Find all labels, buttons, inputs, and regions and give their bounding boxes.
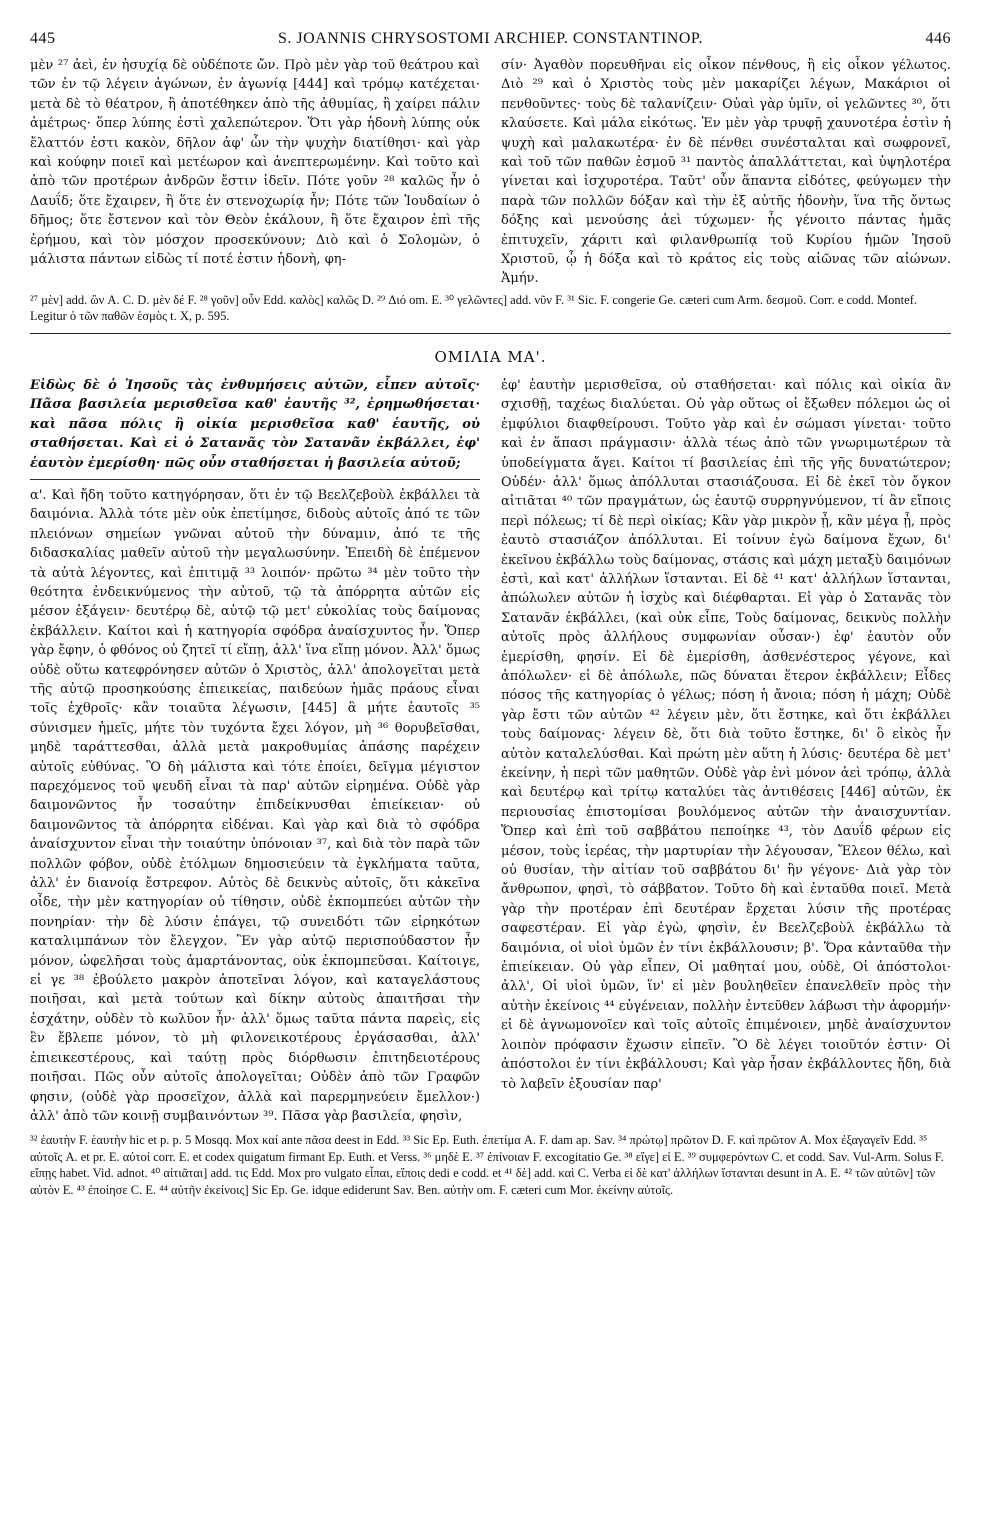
running-title: S. JOANNIS CHRYSOSTOMI ARCHIEP. CONSTANTINOP.	[278, 30, 703, 47]
top-left-column	[30, 56, 480, 289]
page-number-left: 445	[30, 30, 56, 47]
top-left-text: μὲν ²⁷ ἀεὶ, ἐν ἡσυχίᾳ δὲ οὐδέποτε ὤν. Πρὸ μὲν γὰρ τοῦ θεάτρου καὶ τῶν ἐν τῷ λέγειν ἀγώνων, ἐν ἀγωνίᾳ [444] καὶ τρόμῳ κατέχεται· μετὰ δὲ τὸ θέατρον, ἢ ἀποτέθηκεν ἀπὸ τῆς ἀθυμίας, ἢ χαίρει πάλιν ἀμέτρως· ὅπερ λύπης ἐστὶ χαλεπώτερον. Ὅτι γὰρ ἡδονὴ λύπης οὐκ ἔλαττόν ἐστι κακὸν, δῆλον ἀφ' ὧν τὴν ψυχὴν διατίθησι· καὶ γὰρ καὶ κούφην ποιεῖ καὶ μετέωρον καὶ ἀνεπτερωμένην. Καὶ τοῦτο καὶ ἀπὸ τῶν προτέρων ἀνδρῶν ἔστιν ἰδεῖν. Πότε γοῦν ²⁸ καλῶς ἦν ὁ Δαυΐδ; ὅτε ἔχαιρεν, ἢ ὅτε ἐν στενοχωρίᾳ ἦν; Πότε τῶν Ἰουδαίων ὁ δῆμος; ὅτε ἔστενον καὶ τὸν Θεὸν ἐκάλουν, ἢ ὅτε ἔχαιρον ἐπὶ τῆς ἐρήμου, καὶ τὸν μόσχον προσεκύνουν; Διὸ καὶ ὁ Σολομὼν, ὁ μάλιστα πάντων εἰδὼς τί ποτέ ἐστιν ἡδονὴ, φη-	[30, 58, 480, 268]
running-header	[30, 30, 951, 56]
lead-divider	[30, 479, 480, 480]
body-right-column	[501, 376, 951, 1126]
lead-scripture: Εἰδὼς δὲ ὁ Ἰησοῦς τὰς ἐνθυμήσεις αὐτῶν, εἶπεν αὐτοῖς· Πᾶσα βασιλεία μερισθεῖσα καθ' ἑαυτῆς ³², ἐρημωθήσεται· καὶ πᾶσα πόλις ἢ οἰκία μερισθεῖσα καθ' ἑαυτῆς, οὐ σταθήσεται. Καὶ εἰ ὁ Σατανᾶς τὸν Σατανᾶν ἐκβάλλει, ἐφ' ἑαυτὸν ἐμερίσθη· πῶς οὖν σταθήσεται ἡ βασιλεία αὐτοῦ;	[30, 377, 480, 471]
top-footnotes: ²⁷ μὲν] add. ὢν A. C. D. μὲν δέ F. ²⁸ γοῦν] οὖν Edd. καλὸς] καλῶς D. ²⁹ Διό om. E. ³⁰ γελῶντες] add. νῦν F. ³¹ Sic. F. congerie Ge. cæteri cum Arm. δεσμοῦ. Corr. e codd. Montef. Legitur ὁ τῶν παθῶν ἑσμὸς t. X, p. 595.	[30, 292, 917, 323]
body-columns	[30, 376, 951, 1126]
top-columns	[30, 56, 951, 289]
body-footnotes: ³² ἑαυτὴν F. ἑαυτὴν hic et p. p. 5 Mosqq. Mox καί ante πᾶσα deest in Edd. ³³ Sic Ep. Euth. ἐπετίμα A. F. dam ap. Sav. ³⁴ πρώτῳ] πρῶτον D. F. καὶ πρῶτον A. Mox ἐξαγαγεῖν Edd. ³⁵ αὐτοῖς A. et pr. E. αὐτοί corr. E. et codex quigatum firmant Ep. Euth. et Verss. ³⁶ μηδὲ E. ³⁷ ἐπίνοιαν F. excogitatio Ge. ³⁸ εἴγε] εἰ E. ³⁹ συμφερόντων C. et codd. Sav. Vul-Arm. Solus F. εἴπῃς habet. Vid. adnot. ⁴⁰ αἰτιᾶται] add. τις Edd. Mox pro vulgato εἶπαι, εἴποις dedi e codd. et ⁴¹ δὲ] add. καὶ C. Verba εἰ δὲ κατ' ἀλλήλων ἵστανται desunt in A. E. ⁴² τῶν αὐτῶν] τῶν αὐτὸν E. ⁴³ ἐποίησε C. E. ⁴⁴ αὐτῆν ἐκείνοις] Sic Ep. Ge. idque ediderunt Sav. Ben. αὐτὴν om. F. cæteri cum Mor. ἐκείνην αὐτοῖς.	[30, 1133, 944, 1197]
top-right-column	[501, 56, 951, 289]
body-right-text: ἐφ' ἑαυτὴν μερισθεῖσα, οὐ σταθήσεται· καὶ πόλις καὶ οἰκία ἂν σχισθῇ, ταχέως διαλύεται. Οὐ γὰρ οὕτως οἱ ἔξωθεν πόλεμοι ὡς οἱ ἐμφύλιοι διαφθείρουσι. Τοῦτο γὰρ καὶ ἐν σώμασι γίνεται· τοῦτο καὶ ἐν ἅπασι πράγμασιν· ἀλλὰ τέως ἀπὸ τῶν γνωριμωτέρων τὰ ὑποδείγματα ἄγει. Καίτοι τί βασιλείας ἐπὶ τῆς γῆς δυνατώτερον; Οὐδέν· ἀλλ' ὅμως ἀπόλλυται στασιάζουσα. Εἰ δὲ ἐκεῖ τὸν ὄγκον αἰτιᾶται ⁴⁰ τῶν πραγμάτων, ὡς ἑαυτῷ συρρηγνύμενον, τί ἂν εἴποις περὶ πόλεως; τί δὲ περὶ οἰκίας; Κἂν γὰρ μικρὸν ᾖ, κἂν μέγα ᾖ, πρὸς ἑαυτὸ στασιάζον ἀπόλλυται. Εἰ τοίνυν ἐγὼ δαίμονα ἔχων, δι' ἐκεῖνου ἐκβάλλω τοὺς δαίμονας, στάσις καὶ μάχη μεταξὺ δαιμόνων ἐστὶ, καὶ κατ' ἀλλήλων ἵστανται. Εἰ δὲ ⁴¹ κατ' ἀλλήλων ἵστανται, ἀπώλωλεν αὐτῶν ἡ ἰσχὺς καὶ διέφθαρται. Εἰ γὰρ ὁ Σατανᾶς τὸν Σατανᾶν ἐκβάλλει, (καὶ οὐκ εἶπε, Τοὺς δαίμονας, δεικνὺς πολλὴν αὐτοῖς πρὸς ἀλλήλους συμφωνίαν οὖσαν·) ἐφ' ἑαυτὸν οὖν ἐμερίσθη, φησίν. Εἰ δὲ ἐμερίσθη, ἀσθενέστερος γέγονε, καὶ ἀπόλωλεν· εἰ δὲ ἀπόλωλε, πῶς δύναται ἕτερον ἐκβάλλειν; Εἶδες πόσος τῆς κατηγορίας ὁ γέλως; πόση ἡ ἄνοια; πόση ἡ μάχη; Οὐδὲ γὰρ ἔστι τῶν αὐτῶν ⁴² λέγειν μὲν, ὅτι ἔστηκε, καὶ ὅτι ἐκβάλλει τοὺς δαίμονας· λέγειν δὲ, ὅτι διὰ τοῦτο ἕστηκε, δι' ὃ εἰκὸς ἦν αὐτὸν καταλελύσθαι. Καὶ πρώτη μὲν αὕτη ἡ λύσις· δευτέρα δὲ μετ' ἐκείνην, ἡ περὶ τῶν μαθητῶν. Οὐδὲ γὰρ ἑνὶ μόνον ἀεὶ τρόπῳ, ἀλλὰ καὶ δευτέρῳ καὶ τρίτῳ καταλύει τὰς ἀντιθέσεις [446] αὐτῶν, ἐκ περιουσίας ἐπιστομίσαι βουλόμενος αὐτῶν τὴν ἀναισχυντίαν. Ὅπερ καὶ ἐπὶ τοῦ σαββάτου πεποίηκε ⁴³, τὸν Δαυΐδ φέρων εἰς μέσον, τοὺς ἱερέας, τὴν μαρτυρίαν τὴν λέγουσαν, Ἔλεον θέλω, καὶ οὐ θυσίαν, τὴν αἰτίαν τοῦ σαββάτου δι' ἣν γέγονε· Διὰ γὰρ τὸν ἄνθρωπον, φησὶ, τὸ σάββατον. Τοῦτο δὴ καὶ ἐνταῦθα ποιεῖ. Μετὰ γὰρ τὴν προτέραν ἐπὶ δευτέραν ἔρχεται λύσιν τῆς προτέρας σαφεστέραν. Εἰ γὰρ ἐγὼ, φησὶν, ἐν Βεελζεβοὺλ ἐκβάλλω τὰ δαιμόνια, οἱ υἱοὶ ὑμῶν ἐν τίνι ἐκβάλλουσιν; β'. Ὅρα κἀνταῦθα τὴν ἐπιείκειαν. Οὐ γὰρ εἶπεν, Οἱ μαθηταί μου, οὐδὲ, Οἱ ἀπόστολοι· ἀλλ', Οἱ υἱοὶ ὑμῶν, ἵν' εἰ μὲν βουληθεῖεν ἐπανελθεῖν πρὸς τὴν αὐτὴν ἐκείνοις ⁴⁴ εὐγένειαν, πολλὴν ἐντεῦθεν λάβωσι τὴν ἀφορμήν· εἰ δὲ ἀγνωμονοῖεν καὶ τοῖς αὐτοῖς ἐπιμένοιεν, μηδὲ ἀναίσχυντον λοιπὸν πρόφασιν ἔχωσιν εἰπεῖν. Ὃ δὲ λέγει τοιοῦτόν ἐστιν· Οἱ ἀπόστολοι ἐν τίνι ἐκβάλλουσι; Καὶ γὰρ ἦσαν ἐκβάλλοντες ἤδη, διὰ τὸ λαβεῖν ἐξουσίαν παρ'	[501, 377, 951, 1092]
page-number-right: 446	[925, 30, 951, 47]
top-right-text: σίν· Ἀγαθὸν πορευθῆναι εἰς οἶκον πένθους, ἢ εἰς οἶκον γέλωτος. Διὸ ²⁹ καὶ ὁ Χριστὸς τοὺς μὲν μακαρίζει λέγων, Μακάριοι οἱ πενθοῦντες· τοὺς δὲ ταλανίζειν· Οὐαὶ γὰρ ὑμῖν, οἱ γελῶντες ³⁰, ὅτι κλαύσετε. Καὶ μάλα εἰκότως. Ἐν μὲν γὰρ τρυφῇ χαυνοτέρα ἐστὶν ἡ ψυχὴ καὶ μαλακωτέρα· ἐν δὲ πένθει συνέσταλται καὶ σωφρονεῖ, καὶ τοῦ τῶν παθῶν ἑσμοῦ ³¹ παντὸς ἀπαλλάττεται, καὶ ὑψηλοτέρα γίνεται καὶ ἰσχυροτέρα. Ταῦτ' οὖν ἅπαντα εἰδότες, φεύγωμεν τὴν παρὰ τῶν πολλῶν δόξαν καὶ τὴν ἐξ αὐτῆς ἡδονὴν, ἵνα τῆς ὄντως δόξης καὶ μενούσης ἀεὶ τύχωμεν· ἧς γένοιτο πάντας ἡμᾶς ἐπιτυχεῖν, χάριτι καὶ φιλανθρωπίᾳ τοῦ Κυρίου ἡμῶν Ἰησοῦ Χριστοῦ, ᾧ ἡ δόξα καὶ τὸ κράτος εἰς τοὺς αἰῶνας τῶν αἰώνων. Ἀμήν.	[501, 58, 951, 287]
section-rule	[30, 333, 951, 334]
homily-title: ΟΜΙΛΙΑ ΜΑ'.	[434, 347, 547, 366]
page	[30, 30, 951, 1198]
body-left-text: α'. Καὶ ἤδη τοῦτο κατηγόρησαν, ὅτι ἐν τῷ Βεελζεβοὺλ ἐκβάλλει τὰ δαιμόνια. Ἀλλὰ τότε μὲν οὐκ ἐπετίμησε, διδοὺς αὐτοῖς ἀπό τε τῶν πλειόνων σημείων γνῶναι αὐτοῦ τὴν δύναμιν, ἀπό τε τῆς διδασκαλίας μαθεῖν αὐτοῦ τὴν μεγαλωσύνην. Ἐπειδὴ δὲ ἐπέμενον τὰ αὐτὰ λέγοντες, καὶ ἐπιτιμᾷ ³³ λοιπόν· πρῶτω ³⁴ μὲν τοῦτο τὴν θεότητα ἐνδεικνύμενος τὴν αὐτοῦ, τῷ τὰ ἀπόρρητα αὐτῶν εἰς μέσον ἐξάγειν· δευτέρῳ δὲ, αὐτῷ τῷ μετ' εὐκολίας τοὺς δαίμονας ἐκβάλλειν. Καίτοι καὶ ἡ κατηγορία σφόδρα ἀναίσχυντος ἦν. Ὅπερ γὰρ ἔφην, ὁ φθόνος οὐ ζητεῖ τί εἴπῃ, ἀλλ' ἵνα εἴπῃ μόνον. Ἀλλ' ὅμως οὐδὲ οὕτω κατεφρόνησεν αὐτῶν ὁ Χριστὸς, ἀλλ' ἀπολογεῖται μετὰ τῆς αὐτῷ προσηκούσης ἐπιεικείας, παιδεύων ἡμᾶς πράους εἶναι τοῖς ἐχθροῖς· κἂν τοιαῦτα λέγωσιν, [445] ἃ μήτε ἑαυτοῖς ³⁵ σύνισμεν ἡμεῖς, μήτε τὸν τυχόντα ἔχει λόγον, μὴ ³⁶ θορυβεῖσθαι, μηδὲ ταράττεσθαι, ἀλλὰ μετὰ μακροθυμίας ἁπάσης παρέχειν αὐτοῖς εὐθύνας. Ὃ δὴ μάλιστα καὶ τότε ἐποίει, δεῖγμα μέγιστον παρεχόμενος τοῦ ψευδῆ εἶναι τὰ παρ' αὐτῶν εἰρημένα. Οὐδὲ γὰρ δαιμονῶντος ἦν τοσαύτην ἐπιδείκνυσθαι ἐπιείκειαν· οὐ δαιμονῶντος τὰ ἀπόρρητα εἰδέναι. Καὶ γὰρ καὶ διὰ τὸ σφόδρα ἀναίσχυντον εἶναι τὴν τοιαύτην ὑπόνοιαν ³⁷, καὶ διὰ τὸν παρὰ τῶν πολλῶν φόβον, οὐδὲ ἐτόλμων δημοσιεύειν τὰ ἐγκλήματα ταῦτα, ἀλλ' ἐν διανοίᾳ ἔστρεφον. Αὐτὸς δὲ δεικνὺς αὐτοῖς, ὅτι κἀκεῖνα οἶδε, τὴν μὲν κατηγορίαν οὐ τίθησιν, οὐδὲ ἐκπομπεύει αὐτῶν τὴν πονηρίαν· τὴν δὲ λύσιν ἐπάγει, τῷ συνειδότι τῶν εἰρηκότων καταλιμπάνων τὸν ἔλεγχον. Ἓν γὰρ αὐτῷ περισπούδαστον ἦν μόνον, ὠφελῆσαι τοὺς ἁμαρτάνοντας, οὐκ ἐκπομπεῦσαι. Καίτοιγε, εἰ γε ³⁸ ἐβούλετο μακρὸν ἀποτεῖναι λόγον, καὶ καταγελάστους ποιῆσαι, καὶ μετὰ τούτων καὶ δίκην αὐτοὺς ἀπαιτῆσαι τὴν ἐσχάτην, οὐδὲν τὸ κωλῦον ἦν· ἀλλ' ὅμως ταῦτα πάντα παρεὶς, εἰς ἓν ἔβλεπε μόνον, τὸ μὴ φιλονεικοτέρους ἐργάσασθαι, ἀλλ' ἐπιεικεστέρους, καὶ ταύτῃ πρὸς διόρθωσιν ἐπιτηδειοτέρους ποιῆσαι. Πῶς οὖν αὐτοῖς ἀπολογεῖται; Οὐδὲν ἀπὸ τῶν Γραφῶν φησιν, (οὐδὲ γὰρ προσεῖχον, ἀλλὰ καὶ παρερμηνεύειν ἔμελλον·) ἀλλ' ἀπὸ τῶν κοινῇ συμβαινόντων ³⁹. Πᾶσα γὰρ βασιλεία, φησὶν,	[30, 487, 480, 1124]
body-left-column	[30, 376, 480, 1126]
